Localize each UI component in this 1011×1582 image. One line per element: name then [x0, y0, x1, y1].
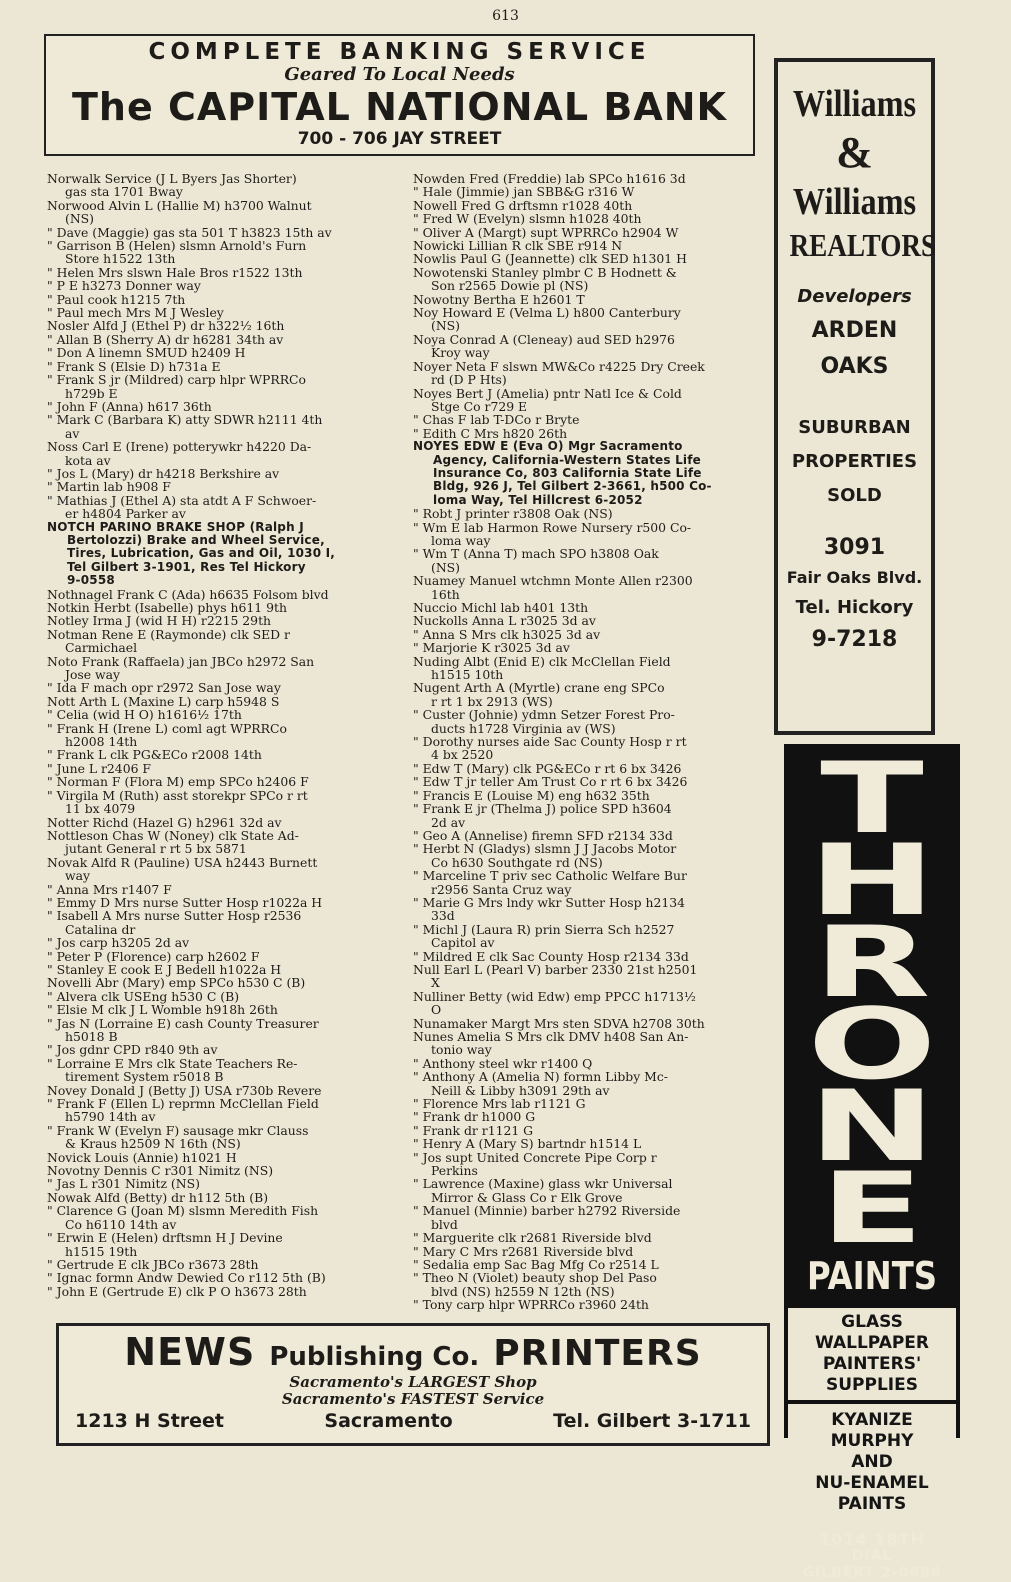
directory-entry-line: " Celia (wid H O) h1616½ 17th [47, 707, 242, 723]
directory-entry-line: " Jas N (Lorraine E) cash County Treasurer [47, 1015, 319, 1031]
directory-entry-line: " Emmy D Mrs nurse Sutter Hosp r1022a H [47, 894, 323, 910]
directory-entry-line: er h4804 Parker av [65, 506, 186, 522]
directory-entry-line: " Robt J printer r3808 Oak (NS) [413, 506, 613, 522]
throne-box-kyanize [788, 1404, 956, 1521]
directory-entry-line: " Michl J (Laura R) prin Sierra Sch h2527 [413, 921, 675, 937]
throne-paints-word: PAINTS [806, 1254, 938, 1298]
directory-entry-line: " Marceline T priv sec Catholic Welfare Bur [413, 868, 687, 884]
directory-entry-line: " Wm T (Anna T) mach SPO h3808 Oak [413, 546, 659, 562]
directory-entry-line: Noss Carl E (Irene) potterywkr h4220 Da- [47, 439, 312, 455]
news-ad-bottom-line [59, 1408, 767, 1432]
directory-entry-line: Insurance Co, 803 California State Life [433, 465, 702, 480]
directory-entry-line: Capitol av [431, 935, 495, 951]
directory-entry-line: Nottleson Chas W (Noney) clk State Ad- [47, 827, 299, 843]
directory-entry-line: Nowlis Paul G (Jeannette) clk SED h1301 H [413, 251, 687, 267]
news-ad-address: 1213 H Street [75, 1410, 225, 1432]
throne-box1-line: WALLPAPER [814, 1333, 930, 1353]
directory-entry-line: 2d av [431, 814, 466, 830]
directory-entry-line: Noy Howard E (Velma L) h800 Canterbury [413, 305, 681, 321]
directory-entry-line: " Ignac formn Andw Dewied Co r112 5th (B) [47, 1270, 326, 1286]
williams-name-1: Williams [792, 83, 917, 125]
directory-entry-line: Son r2565 Dowie pl (NS) [431, 278, 589, 294]
directory-entry-line: " John E (Gertrude E) clk P O h3673 28th [47, 1283, 307, 1299]
throne-box2-line: MURPHY [830, 1431, 914, 1451]
williams-street: Fair Oaks Blvd. [786, 568, 923, 587]
williams-sold: SOLD [827, 485, 882, 506]
directory-entry-line: " Paul cook h1215 7th [47, 291, 186, 307]
directory-entry-line: " Florence Mrs lab r1121 G [413, 1096, 586, 1112]
williams-phone: 9-7218 [811, 627, 898, 652]
throne-letter: R [813, 906, 931, 1020]
directory-entry-line: " Frank L clk PG&ECo r2008 14th [47, 747, 262, 763]
directory-entry-line: Nunamaker Margt Mrs sten SDVA h2708 30th [413, 1015, 705, 1031]
directory-entry-line: Nowell Fred G drftsmn r1028 40th [413, 197, 633, 213]
throne-letter: E [820, 1152, 924, 1266]
directory-entry-line: Novey Donald J (Betty J) USA r730b Revere [47, 1082, 322, 1098]
directory-entry-line: loma Way, Tel Hillcrest 6-2052 [433, 492, 643, 507]
page-number: 613 [492, 8, 519, 24]
directory-entry-line: " Frank dr h1000 G [413, 1109, 536, 1125]
directory-entry-line: rd (D P Hts) [431, 372, 507, 388]
directory-entry-line: & Kraus h2509 N 16th (NS) [65, 1136, 241, 1152]
directory-entry-line: " Custer (Johnie) ydmn Setzer Forest Pro- [413, 707, 675, 723]
directory-entry-line: " Garrison B (Helen) slsmn Arnold's Furn [47, 238, 307, 254]
directory-entry-line: Nowak Alfd (Betty) dr h112 5th (B) [47, 1189, 269, 1205]
directory-entry-line: blvd [431, 1216, 458, 1232]
directory-entry-line: " Frank H (Irene L) coml agt WPRRCo [47, 720, 287, 736]
directory-entry-line: " Don A linemn SMUD h2409 H [47, 345, 246, 361]
bank-ad-address: 700 - 706 JAY STREET [297, 129, 502, 149]
throne-box-glass-wallpaper [788, 1308, 956, 1400]
throne-paints-ad [784, 742, 960, 1581]
directory-entry-line: " Fred W (Evelyn) slsmn h1028 40th [413, 211, 642, 227]
directory-entry-line: h1515 19th [65, 1243, 138, 1259]
directory-entry-line: Notman Rene E (Raymonde) clk SED r [47, 626, 290, 642]
directory-entry-line: av [65, 425, 80, 441]
directory-entry-line: NOYES EDW E (Eva O) Mgr Sacramento [413, 439, 683, 454]
throne-box1-line: GLASS [841, 1312, 903, 1332]
directory-entry-line: h5790 14th av [65, 1109, 156, 1125]
directory-entry-line: " Helen Mrs slswn Hale Bros r1522 13th [47, 264, 303, 280]
news-ad-city: Sacramento [324, 1410, 453, 1432]
williams-suburban: SUBURBAN [798, 417, 911, 438]
directory-entry-line: Norwood Alvin L (Hallie M) h3700 Walnut [47, 197, 312, 213]
directory-entry-line: (NS) [431, 559, 460, 575]
directory-entry-line: Nuckolls Anna L r3025 3d av [413, 613, 596, 629]
directory-entry-line: " Dorothy nurses aide Sac County Hosp r rt [413, 734, 687, 750]
directory-entry-line: 16th [431, 586, 460, 602]
directory-entry-line: " Mary C Mrs r2681 Riverside blvd [413, 1243, 634, 1259]
directory-entry-line: " Jos L (Mary) dr h4218 Berkshire av [47, 465, 280, 481]
directory-entry-line: " Herbt N (Gladys) slsmn J J Jacobs Motor [413, 841, 677, 857]
directory-entry-line: " Peter P (Florence) carp h2602 F [47, 948, 260, 964]
directory-entry-line: Noto Frank (Raffaela) jan JBCo h2972 San [47, 653, 315, 669]
directory-entry-line: " Lawrence (Maxine) glass wkr Universal [413, 1176, 673, 1192]
throne-box2-line: AND [851, 1452, 893, 1472]
directory-entry-line: " Manuel (Minnie) barber h2792 Riverside [413, 1203, 681, 1219]
directory-entry-line: Store h1522 13th [65, 251, 176, 267]
directory-entry-line: jutant General r rt 5 bx 5871 [65, 841, 247, 857]
directory-entry-line: " Clarence G (Joan M) slsmn Meredith Fish [47, 1203, 319, 1219]
directory-entry-line: " Theo N (Violet) beauty shop Del Paso [413, 1270, 657, 1286]
throne-letter: H [808, 824, 936, 938]
directory-entry-line: " Gertrude E clk JBCo r3673 28th [47, 1256, 259, 1272]
throne-dial: DIAL [851, 1548, 893, 1564]
directory-entry-line: " John F (Anna) h617 36th [47, 398, 212, 414]
directory-entry-line: Co h6110 14th av [65, 1216, 177, 1232]
directory-entry-line: Novelli Abr (Mary) emp SPCo h530 C (B) [47, 975, 306, 991]
directory-entry-line: " Jos carp h3205 2d av [47, 935, 190, 951]
directory-entry-line: Novak Alfd R (Pauline) USA h2443 Burnett [47, 854, 318, 870]
directory-entry-line: Stge Co r729 E [431, 398, 528, 414]
throne-box2-line: PAINTS [837, 1494, 907, 1514]
directory-entry-line: " Jos gdnr CPD r840 9th av [47, 1042, 218, 1058]
directory-entry-line: " Isabell A Mrs nurse Sutter Hosp r2536 [47, 908, 302, 924]
directory-entry-line: " Frank S jr (Mildred) carp hlpr WPRRCo [47, 372, 306, 388]
directory-entry-line: Neill & Libby h3091 29th av [431, 1082, 610, 1098]
directory-entry-line: Noya Conrad A (Cleneay) aud SED h2976 [413, 331, 675, 347]
capital-national-bank-ad [44, 34, 755, 156]
directory-entry-line: h729b E [65, 385, 118, 401]
williams-tel-label: Tel. Hickory [795, 597, 914, 618]
throne-box2-line: NU-ENAMEL [815, 1473, 929, 1493]
williams-realtors-ad [774, 58, 935, 735]
directory-entry-line: (NS) [65, 211, 94, 227]
directory-entry-line: Noyes Bert J (Amelia) pntr Natl Ice & Cold [413, 385, 682, 401]
directory-entry-line: Noyer Neta F slswn MW&Co r4225 Dry Creek [413, 358, 705, 374]
directory-entry-line: " P E h3273 Donner way [47, 278, 201, 294]
directory-entry-line: " Tony carp hlpr WPRRCo r3960 24th [413, 1297, 649, 1313]
directory-entry-line: " Chas F lab T-DCo r Bryte [413, 412, 580, 428]
news-ad-word-printers: PRINTERS [493, 1333, 702, 1374]
directory-entry-line: Norwalk Service (J L Byers Jas Shorter) [47, 171, 297, 186]
directory-entry-line: Novick Louis (Annie) h1021 H [47, 1149, 237, 1165]
directory-entry-line: " Allan B (Sherry A) dr h6281 34th av [47, 331, 284, 347]
directory-entry-line: " Marjorie K r3025 3d av [413, 640, 570, 656]
directory-entry-line: " Mildred E clk Sac County Hosp r2134 33d [413, 948, 689, 964]
directory-entry-line: r2956 Santa Cruz way [431, 881, 572, 897]
directory-entry-line: " Jas L r301 Nimitz (NS) [47, 1176, 200, 1192]
directory-entry-line: 4 bx 2520 [431, 747, 494, 763]
directory-entry-line: " Alvera clk USEng h530 C (B) [47, 988, 240, 1004]
directory-entry-line: " June L r2406 F [47, 760, 151, 776]
directory-entry-line: " Lorraine E Mrs clk State Teachers Re- [47, 1055, 298, 1071]
williams-arden: ARDEN [811, 318, 898, 343]
directory-entry-line: Perkins [431, 1163, 478, 1179]
directory-entry-line: " Mathias J (Ethel A) sta atdt A F Schwoer- [47, 492, 317, 508]
throne-letter: N [808, 1070, 936, 1184]
williams-oaks: OAKS [820, 354, 889, 379]
bank-ad-headline: COMPLETE BANKING SERVICE [148, 39, 651, 65]
directory-entry-line: " Paul mech Mrs M J Wesley [47, 305, 224, 321]
directory-entry-line: Notkin Herbt (Isabelle) phys h611 9th [47, 600, 287, 615]
news-ad-sub-largest: Sacramento's LARGEST Shop [289, 1373, 537, 1391]
throne-letter: O [807, 988, 937, 1102]
directory-entry-line: " Frank E jr (Thelma J) police SPD h3604 [413, 801, 672, 817]
directory-entry-line: way [65, 868, 90, 884]
directory-entry-line: " Dave (Maggie) gas sta 501 T h3823 15th av [47, 224, 332, 240]
news-ad-sub-fastest: Sacramento's FASTEST Service [281, 1390, 545, 1408]
directory-entry-line: Nuamey Manuel wtchmn Monte Allen r2300 [413, 573, 693, 589]
directory-entry-line: h1515 10th [431, 667, 504, 683]
throne-phone: GILBERT 2-0686 [802, 1565, 942, 1581]
directory-entry-line: " Marguerite clk r2681 Riverside blvd [413, 1230, 652, 1246]
directory-entry-line: Bldg, 926 J, Tel Gilbert 2-3661, h500 Co- [433, 479, 712, 494]
directory-entry-line: " Martin lab h908 F [47, 479, 171, 495]
directory-entry-line: gas sta 1701 Bway [65, 184, 183, 200]
throne-box1-line: SUPPLIES [826, 1375, 918, 1395]
directory-entry-line: " Anthony A (Amelia N) formn Libby Mc- [413, 1069, 668, 1085]
directory-entry-line: " Elsie M clk J L Womble h918h 26th [47, 1002, 278, 1018]
directory-entry-line: blvd (NS) h2559 N 12th (NS) [431, 1283, 615, 1299]
directory-entry-line: Nowotenski Stanley plmbr C B Hodnett & [413, 264, 677, 280]
throne-letter: T [820, 742, 924, 856]
directory-entry-line: Mirror & Glass Co r Elk Grove [431, 1189, 623, 1205]
news-ad-title [59, 1330, 767, 1374]
throne-footer [784, 1531, 960, 1582]
directory-entry-line: " Wm E lab Harmon Rowe Nursery r500 Co- [413, 519, 692, 535]
directory-entry-line: Nowicki Lillian R clk SBE r914 N [413, 238, 623, 254]
directory-entry-line: Novotny Dennis C r301 Nimitz (NS) [47, 1163, 274, 1179]
directory-entry-line: loma way [431, 532, 491, 548]
directory-entry-line: Tel Gilbert 3-1901, Res Tel Hickory [67, 559, 306, 574]
directory-entry-line: Catalina dr [65, 921, 136, 937]
throne-box1-line: PAINTERS' [822, 1354, 922, 1374]
directory-entry-line: Nugent Arth A (Myrtle) crane eng SPCo [413, 680, 665, 696]
directory-entry-line: Notley Irma J (wid H H) r2215 29th [47, 613, 272, 629]
directory-entry-line: (NS) [431, 318, 460, 334]
directory-entry-line: " Geo A (Annelise) firemn SFD r2134 33d [413, 827, 673, 843]
directory-entry-line: " Virgila M (Ruth) asst storekpr SPCo r rt [47, 787, 308, 803]
bank-ad-tagline: Geared To Local Needs [284, 64, 515, 85]
directory-entry-line: " Frank S (Elsie D) h731a E [47, 358, 221, 374]
directory-entry-line: " Norman F (Flora M) emp SPCo h2406 F [47, 774, 309, 790]
directory-entry-line: 33d [431, 908, 455, 924]
directory-entry-line: " Henry A (Mary S) bartndr h1514 L [413, 1136, 642, 1152]
directory-entry-line: " Hale (Jimmie) jan SBB&G r316 W [413, 184, 635, 200]
directory-entry-line: Nunes Amelia S Mrs clk DMV h408 San An- [413, 1029, 689, 1044]
directory-entry-line: " Jos supt United Concrete Pipe Corp r [413, 1149, 657, 1165]
williams-properties: PROPERTIES [791, 451, 918, 472]
directory-entry-line: " Sedalia emp Sac Bag Mfg Co r2514 L [413, 1256, 659, 1272]
directory-entry-line: NOTCH PARINO BRAKE SHOP (Ralph J [47, 519, 304, 534]
directory-entry-line: tonio way [431, 1042, 492, 1058]
directory-entry-line: " Frank F (Ellen L) reprmn McClellan Field [47, 1096, 319, 1112]
news-ad-phone: Tel. Gilbert 3-1711 [553, 1410, 751, 1432]
directory-entry-line: " Edw T jr teller Am Trust Co r rt 6 bx 3426 [413, 774, 688, 790]
directory-entry-line: Nowotny Bertha E h2601 T [413, 291, 585, 307]
directory-column-right [413, 172, 770, 1312]
directory-entry-line: " Erwin E (Helen) drftsmn H J Devine [47, 1230, 283, 1246]
directory-entry-line: Nuding Albt (Enid E) clk McClellan Field [413, 653, 671, 669]
directory-entry-line: " Mark C (Barbara K) atty SDWR h2111 4th [47, 412, 323, 428]
directory-entry-line: Carmichael [65, 640, 138, 656]
williams-street-number: 3091 [823, 535, 886, 560]
news-ad-word-news: NEWS [124, 1330, 256, 1374]
williams-realtors: REALTORS [789, 227, 937, 263]
throne-address: 1014 18TH [819, 1530, 925, 1549]
directory-entry-line: Kroy way [431, 345, 490, 361]
williams-ampersand: & [836, 128, 873, 177]
directory-entry-line: " Anna S Mrs clk h3025 3d av [413, 626, 601, 642]
directory-entry-line: Nott Arth L (Maxine L) carp h5948 S [47, 693, 280, 709]
directory-entry-line: " Francis E (Louise M) eng h632 35th [413, 787, 650, 803]
directory-entry-line: Jose way [65, 667, 121, 683]
directory-entry-line: ducts h1728 Virginia av (WS) [431, 720, 616, 736]
directory-entry-line: Tires, Lubrication, Gas and Oil, 1030 I, [67, 546, 336, 561]
directory-entry-line: " Anthony steel wkr r1400 Q [413, 1055, 593, 1071]
directory-entry-line: Agency, California-Western States Life [433, 452, 702, 467]
directory-entry-line: kota av [65, 452, 111, 468]
directory-entry-line: " Anna Mrs r1407 F [47, 881, 172, 897]
directory-entry-line: Nuccio Michl lab h401 13th [413, 600, 589, 615]
throne-box2-line: KYANIZE [831, 1410, 913, 1430]
directory-entry-line: h2008 14th [65, 734, 138, 750]
directory-entry-line: " Edith C Mrs h820 26th [413, 425, 568, 441]
directory-entry-line: " Ida F mach opr r2972 San Jose way [47, 680, 281, 696]
directory-entry-line: Nulliner Betty (wid Edw) emp PPCC h1713½ [413, 988, 696, 1004]
news-ad-word-publishing: Publishing Co. [269, 1342, 480, 1372]
directory-entry-line: Nowden Fred (Freddie) lab SPCo h1616 3d [413, 171, 686, 186]
directory-entry-line: " Frank dr r1121 G [413, 1122, 534, 1138]
directory-entry-line: Notter Richd (Hazel G) h2961 32d av [47, 814, 282, 830]
directory-entry-line: Co h630 Southgate rd (NS) [431, 854, 603, 870]
directory-entry-line: " Edw T (Mary) clk PG&ECo r rt 6 bx 3426 [413, 760, 682, 776]
directory-entry-line: r rt 1 bx 2913 (WS) [431, 693, 553, 709]
directory-entry-line: 9-0558 [67, 573, 115, 588]
directory-entry-line: " Stanley E cook E J Bedell h1022a H [47, 961, 282, 977]
news-publishing-ad [56, 1323, 770, 1446]
directory-entry-line: " Marie G Mrs lndy wkr Sutter Hosp h2134 [413, 894, 686, 910]
directory-entry-line: h5018 B [65, 1029, 118, 1044]
directory-entry-line: tirement System r5018 B [65, 1069, 224, 1085]
directory-column-left [47, 172, 402, 1298]
directory-entry-line: Nothnagel Frank C (Ada) h6635 Folsom blvd [47, 586, 329, 602]
directory-entry-line: " Frank W (Evelyn F) sausage mkr Clauss [47, 1122, 309, 1138]
williams-developers: Developers [797, 286, 912, 307]
directory-entry-line: O [431, 1002, 442, 1018]
directory-entry-line: " Oliver A (Margt) supt WPRRCo h2904 W [413, 224, 679, 240]
williams-name-2: Williams [792, 181, 917, 223]
directory-entry-line: Null Earl L (Pearl V) barber 2330 21st h2501 [413, 961, 698, 977]
throne-letters [784, 742, 960, 1266]
directory-entry-line: 11 bx 4079 [65, 801, 136, 817]
directory-entry-line: Nosler Alfd J (Ethel P) dr h322½ 16th [47, 318, 285, 334]
bank-ad-name: The CAPITAL NATIONAL BANK [72, 85, 727, 129]
directory-entry-line: X [431, 975, 440, 991]
directory-entry-line: Bertolozzi) Brake and Wheel Service, [67, 532, 325, 547]
